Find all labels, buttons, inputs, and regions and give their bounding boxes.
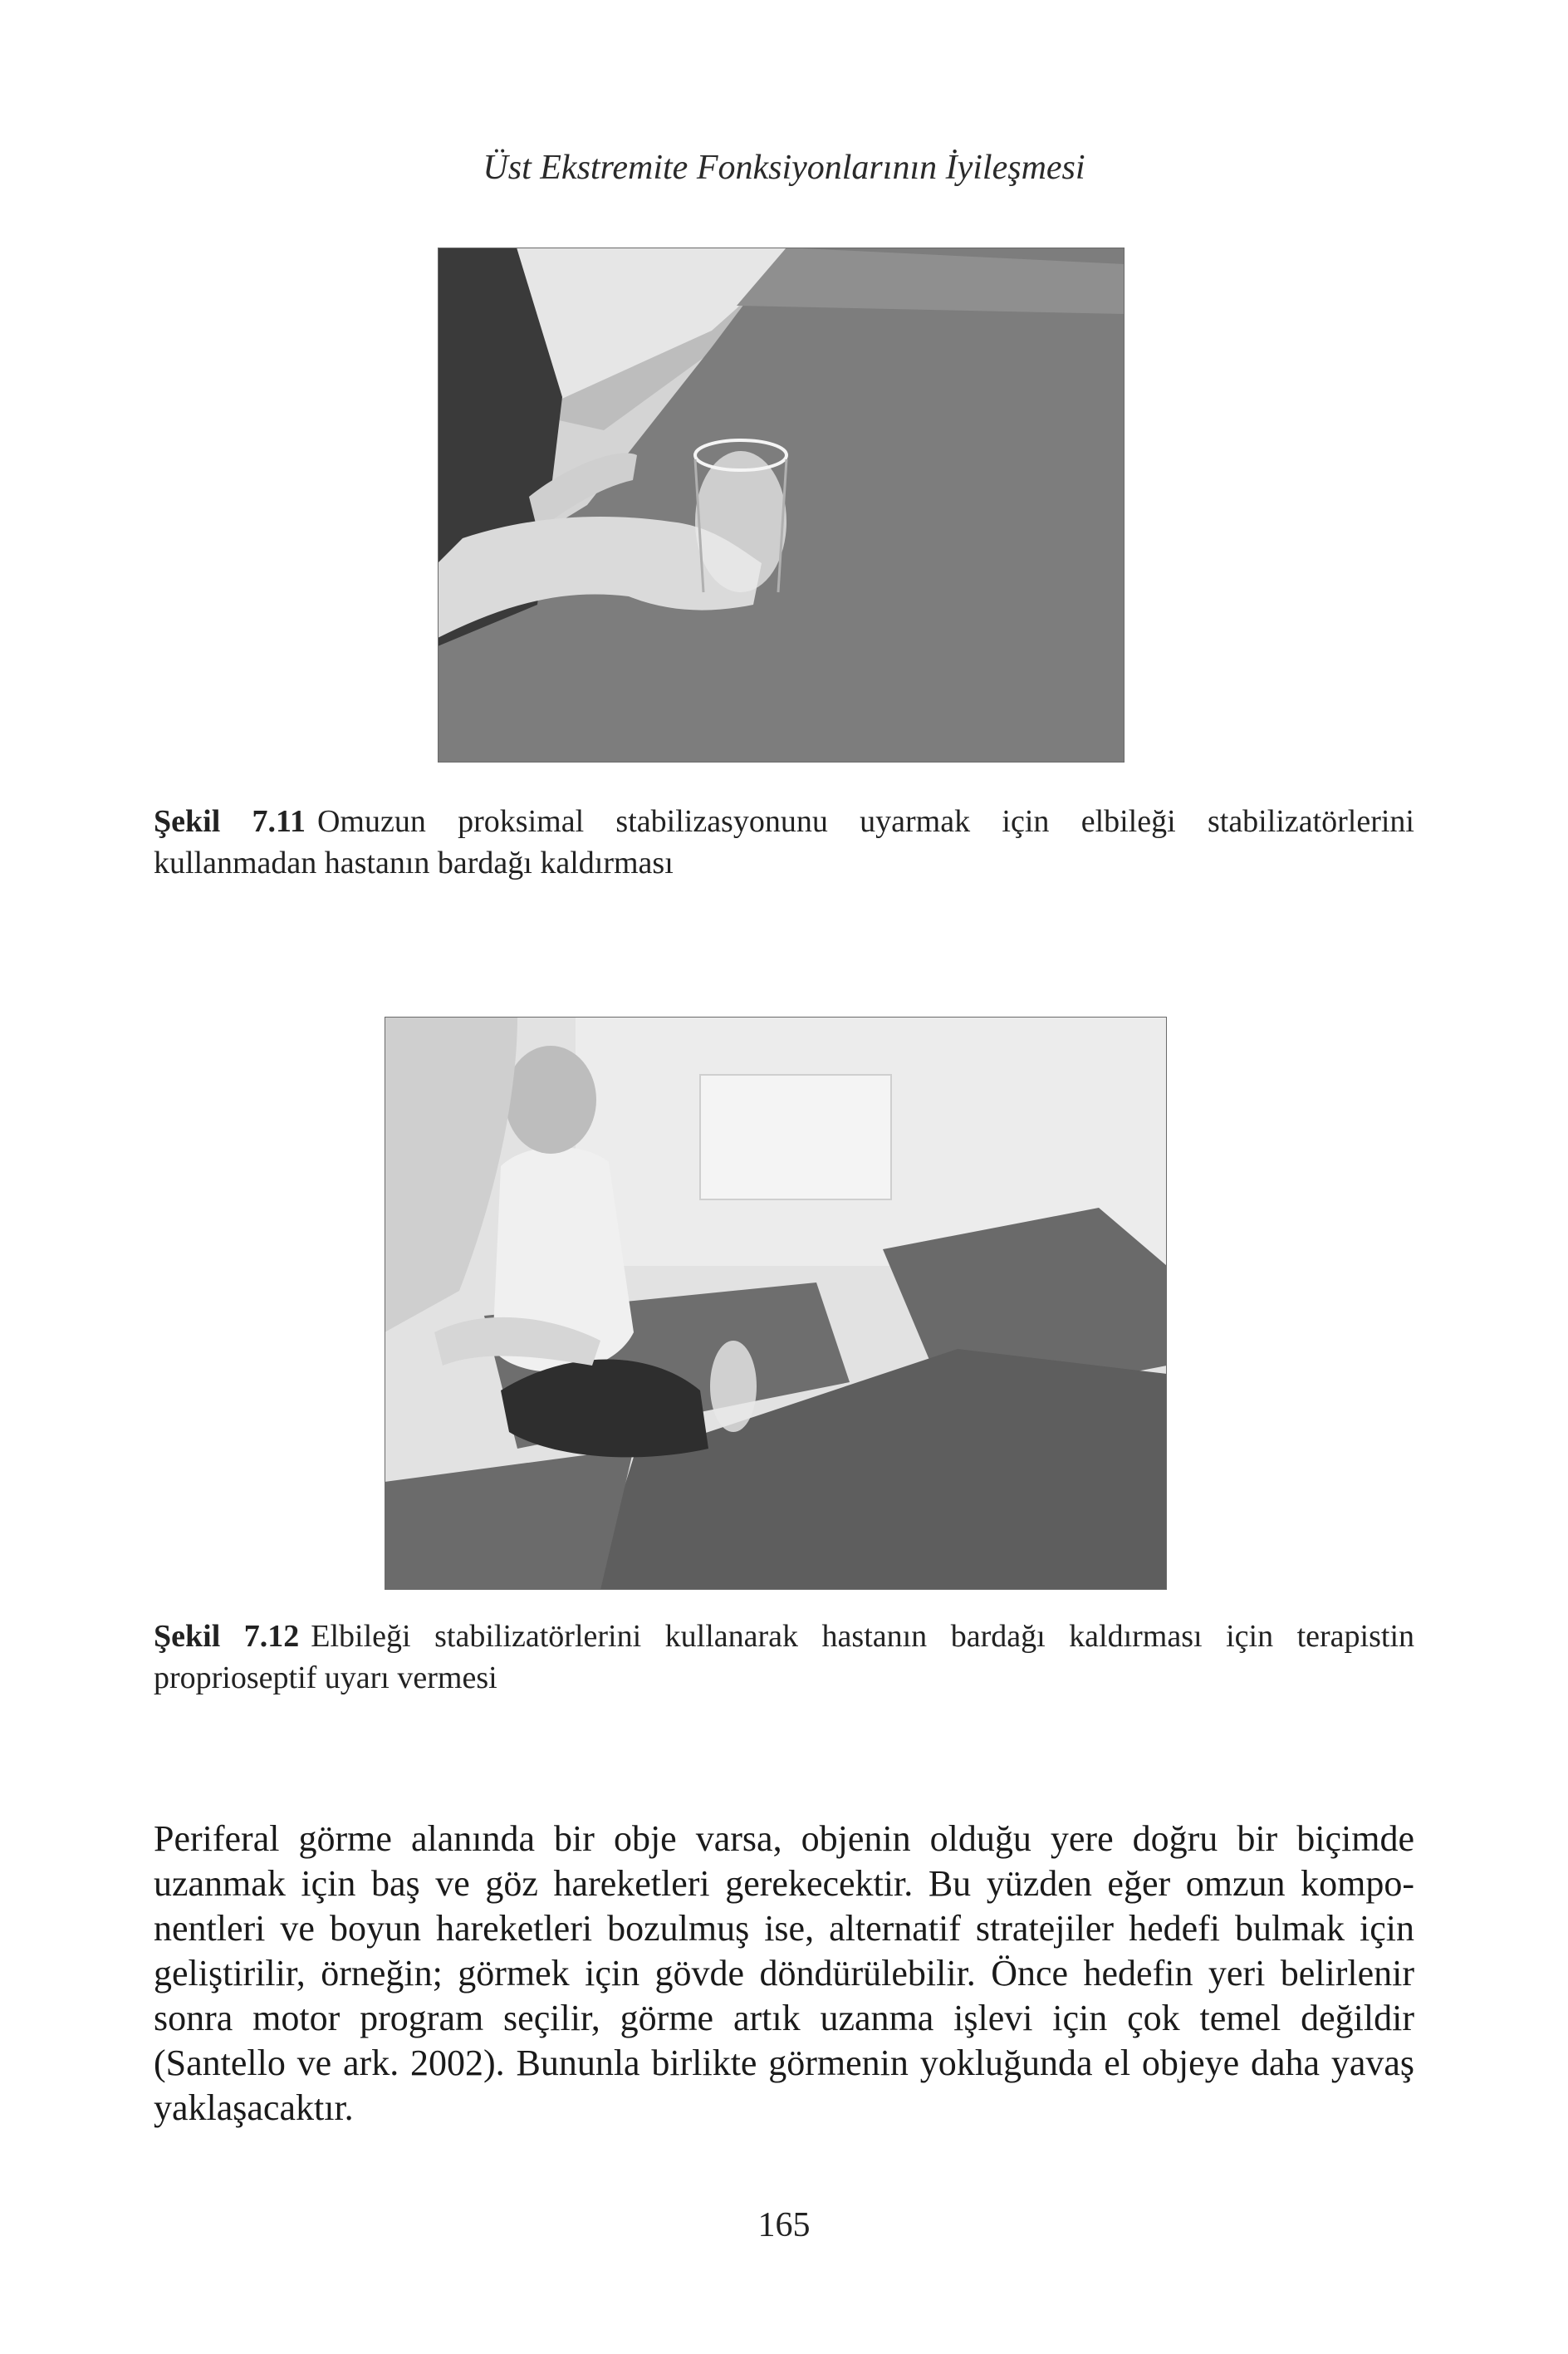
- figure-label: Şekil 7.11: [154, 804, 306, 839]
- figure-7-12-photo: [385, 1017, 1167, 1590]
- page-number: 165: [757, 2206, 811, 2244]
- figure-caption-text: Elbileği stabilizatörlerini kullanarak hastanın bardağı kaldırması için terapistin proprioseptif uyarı vermesi: [154, 1619, 1415, 1695]
- figure-7-11-caption: [154, 801, 1414, 884]
- figure-caption-text: Omuzun proksimal stabilizasyonunu uyarmak için elbileği stabilizatörlerini kullanmadan hastanın bardağı kaldırması: [154, 804, 1414, 880]
- running-head: Üst Ekstremite Fonksiyonlarının İyileşmesi: [483, 149, 1085, 187]
- figure-7-11-photo: [438, 248, 1125, 763]
- body-paragraph: Periferal görme alanında bir obje varsa, objenin olduğu yere doğru bir biçimde uzanmak için baş ve göz hareketleri gerekecektir. Bu yüzden eğer omzun komponentleri ve boyun hareketleri bozulmuş ise, alternatif stratejiler hedefi bulmak için geliştirilir, örneğin; görmek için gövde döndürülebilir. Önce hedefin yeri belirlenir sonra motor program seçilir, görme artık uzanma işlevi için çok temel değildir (Santello ve ark. 2002). Bununla birlikte görmenin yokluğunda el objeye daha yavaş yaklaşacaktır.: [154, 1818, 1414, 2128]
- figure-7-12-caption: [154, 1616, 1414, 1699]
- figure-label: Şekil 7.12: [154, 1619, 300, 1654]
